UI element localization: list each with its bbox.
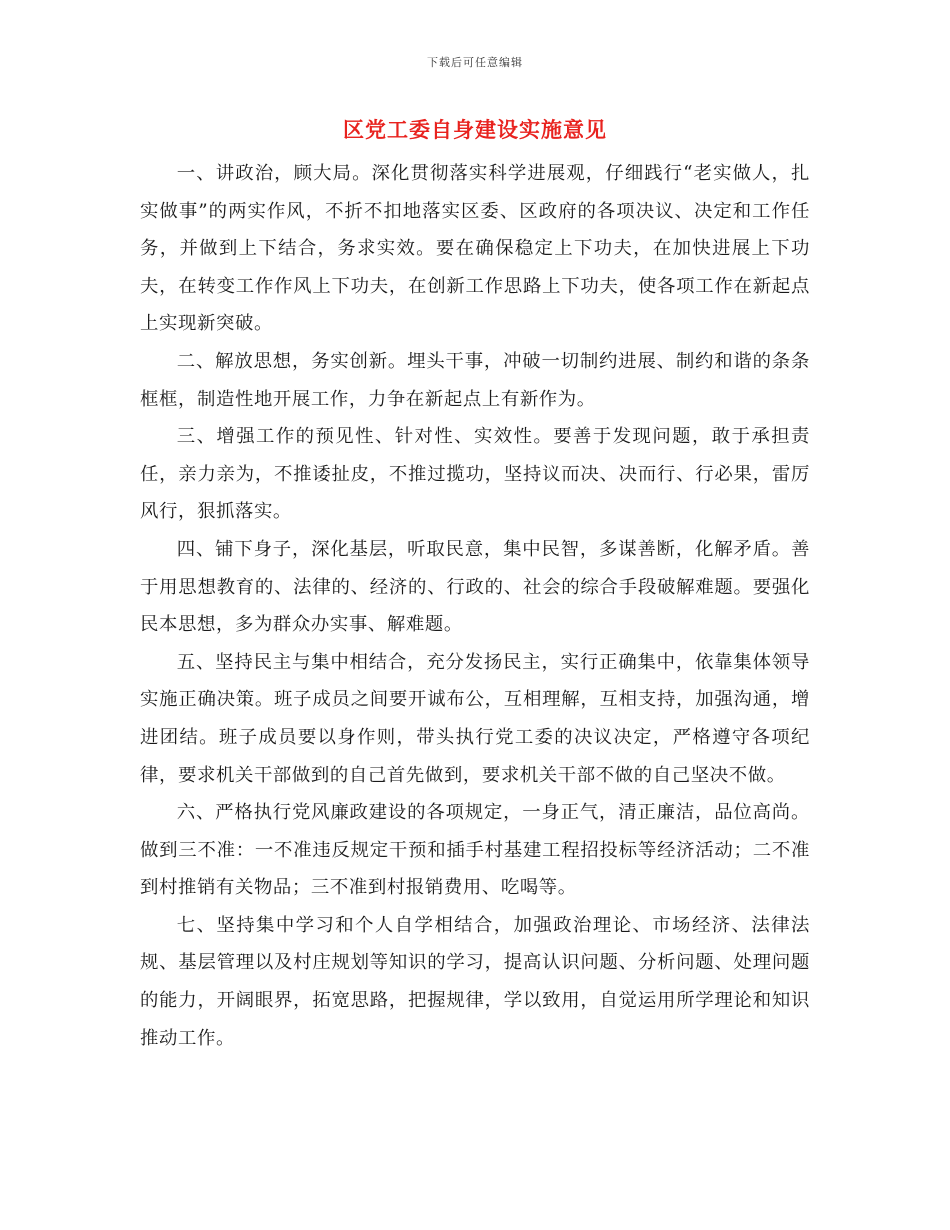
header-note: 下载后可任意编辑 <box>427 56 523 69</box>
paragraph-6: 六、严格执行党风廉政建设的各项规定，一身正气，清正廉洁，品位高尚。做到三不准：一不准违反规定干预和插手村基建工程招投标等经济活动；二不准到村推销有关物品；三不准到村报销费用、吃喝等。 <box>140 802 810 899</box>
paragraph-7: 七、坚持集中学习和个人自学相结合，加强政治理论、市场经济、法律法规、基层管理以及村庄规划等知识的学习，提高认识问题、分析问题、处理问题的能力，开阔眼界，拓宽思路，把握规律，学以致用，自觉运用所学理论和知识推动工作。 <box>140 914 810 1049</box>
paragraph-2: 二、解放思想，务实创新。埋头干事，冲破一切制约进展、制约和谐的条条框框，制造性地开展工作，力争在新起点上有新作为。 <box>140 350 810 410</box>
paragraph-1: 一、讲政治，顾大局。深化贯彻落实科学进展观，仔细践行“老实做人，扎实做事”的两实作风，不折不扣地落实区委、区政府的各项决议、决定和工作任务，并做到上下结合，务求实效。要在确保稳定上下功夫，在加快进展上下功夫，在转变工作作风上下功夫，在创新工作思路上下功夫，使各项工作在新起点上实现新突破。 <box>140 163 810 335</box>
document-title: 区党工委自身建设实施意见 <box>343 117 607 142</box>
paragraph-4: 四、铺下身子，深化基层，听取民意，集中民智，多谋善断，化解矛盾。善于用思想教育的、法律的、经济的、行政的、社会的综合手段破解难题。要强化民本思想，多为群众办实事、解难题。 <box>140 538 810 636</box>
paragraph-5: 五、坚持民主与集中相结合，充分发扬民主，实行正确集中，依靠集体领导实施正确决策。班子成员之间要开诚布公，互相理解，互相支持，加强沟通，增进团结。班子成员要以身作则，带头执行党工委的决议决定，严格遵守各项纪律，要求机关干部做到的自己首先做到，要求机关干部不做的自己坚决不做。 <box>140 651 810 786</box>
document-body <box>140 155 810 1057</box>
paragraph-3: 三、增强工作的预见性、针对性、实效性。要善于发现问题，敢于承担责任，亲力亲为，不推诿扯皮，不推过揽功，坚持议而决、决而行、行必果，雷厉风行，狠抓落实。 <box>140 426 810 523</box>
